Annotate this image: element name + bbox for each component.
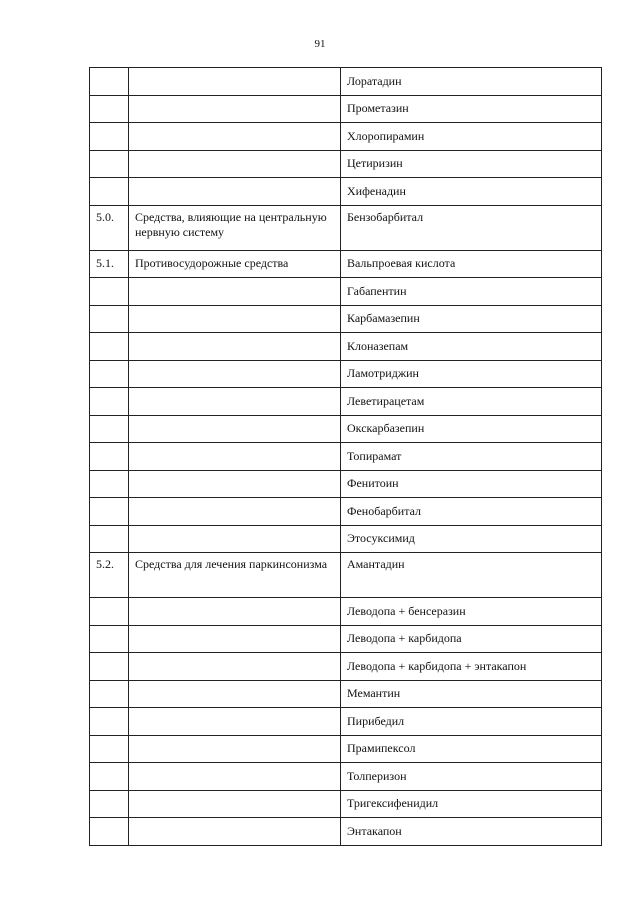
- table-row: [90, 790, 602, 818]
- row-drug-cell: Тригексифенидил: [341, 790, 602, 818]
- row-drug-cell: Бензобарбитал: [341, 205, 602, 250]
- row-drug-cell: Хлоропирамин: [341, 123, 602, 151]
- table-row: [90, 360, 602, 388]
- row-group-cell: [129, 360, 341, 388]
- row-group-cell: [129, 735, 341, 763]
- row-drug-cell: Карбамазепин: [341, 305, 602, 333]
- row-group-cell: [129, 470, 341, 498]
- row-drug-cell: Толперизон: [341, 763, 602, 791]
- row-code-cell: 5.2.: [90, 553, 129, 598]
- table-row: [90, 123, 602, 151]
- table-row: [90, 305, 602, 333]
- table-row: [90, 653, 602, 681]
- row-group-cell: [129, 443, 341, 471]
- row-code-cell: [90, 470, 129, 498]
- row-code-cell: [90, 598, 129, 626]
- table-row: [90, 598, 602, 626]
- row-group-cell: [129, 150, 341, 178]
- table-row: [90, 250, 602, 278]
- row-group-cell: [129, 525, 341, 553]
- row-drug-cell: Габапентин: [341, 278, 602, 306]
- table-row: [90, 95, 602, 123]
- row-drug-cell: Топирамат: [341, 443, 602, 471]
- row-group-cell: [129, 680, 341, 708]
- table-row: [90, 553, 602, 598]
- drug-table: [89, 67, 602, 846]
- row-group-cell: [129, 388, 341, 416]
- row-drug-cell: Прамипексол: [341, 735, 602, 763]
- row-group-cell: [129, 653, 341, 681]
- row-code-cell: [90, 790, 129, 818]
- row-code-cell: [90, 333, 129, 361]
- row-group-cell: [129, 790, 341, 818]
- row-group-cell: [129, 415, 341, 443]
- row-drug-cell: Фенитоин: [341, 470, 602, 498]
- row-group-cell: [129, 68, 341, 96]
- row-code-cell: [90, 305, 129, 333]
- table-row: [90, 388, 602, 416]
- row-code-cell: 5.1.: [90, 250, 129, 278]
- row-code-cell: [90, 763, 129, 791]
- row-group-cell: [129, 598, 341, 626]
- row-code-cell: [90, 818, 129, 846]
- table-row: [90, 818, 602, 846]
- row-code-cell: [90, 178, 129, 206]
- table-row: [90, 498, 602, 526]
- row-drug-cell: Леводопа + карбидопа + энтакапон: [341, 653, 602, 681]
- table-row: [90, 178, 602, 206]
- row-drug-cell: Ламотриджин: [341, 360, 602, 388]
- row-group-cell: Противосудорожные средства: [129, 250, 341, 278]
- row-group-cell: [129, 708, 341, 736]
- row-group-cell: [129, 305, 341, 333]
- table-row: [90, 708, 602, 736]
- row-drug-cell: Лоратадин: [341, 68, 602, 96]
- row-group-cell: [129, 95, 341, 123]
- row-drug-cell: Пирибедил: [341, 708, 602, 736]
- row-group-cell: [129, 178, 341, 206]
- row-code-cell: [90, 123, 129, 151]
- row-code-cell: [90, 68, 129, 96]
- row-drug-cell: Мемантин: [341, 680, 602, 708]
- row-code-cell: [90, 150, 129, 178]
- row-code-cell: [90, 415, 129, 443]
- row-group-cell: Средства, влияющие на центральную нервную систему: [129, 205, 341, 250]
- table-row: [90, 443, 602, 471]
- row-drug-cell: Окскарбазепин: [341, 415, 602, 443]
- row-drug-cell: Вальпроевая кислота: [341, 250, 602, 278]
- row-code-cell: [90, 653, 129, 681]
- row-code-cell: [90, 443, 129, 471]
- row-drug-cell: Этосуксимид: [341, 525, 602, 553]
- row-group-cell: [129, 498, 341, 526]
- table-row: [90, 333, 602, 361]
- table-row: [90, 150, 602, 178]
- row-code-cell: [90, 680, 129, 708]
- table-row: [90, 763, 602, 791]
- row-code-cell: [90, 388, 129, 416]
- row-group-cell: [129, 278, 341, 306]
- row-group-cell: [129, 818, 341, 846]
- table-row: [90, 680, 602, 708]
- row-drug-cell: Прометазин: [341, 95, 602, 123]
- page-number: 91: [314, 38, 326, 50]
- row-drug-cell: Клоназепам: [341, 333, 602, 361]
- row-drug-cell: Энтакапон: [341, 818, 602, 846]
- row-code-cell: [90, 498, 129, 526]
- table-row: [90, 68, 602, 96]
- table-row: [90, 735, 602, 763]
- row-drug-cell: Цетиризин: [341, 150, 602, 178]
- row-code-cell: [90, 278, 129, 306]
- table-row: [90, 415, 602, 443]
- row-group-cell: Средства для лечения паркинсонизма: [129, 553, 341, 598]
- row-drug-cell: Леводопа + бенсеразин: [341, 598, 602, 626]
- row-code-cell: [90, 735, 129, 763]
- table-row: [90, 470, 602, 498]
- row-code-cell: [90, 95, 129, 123]
- row-group-cell: [129, 625, 341, 653]
- table-row: [90, 205, 602, 250]
- row-drug-cell: Фенобарбитал: [341, 498, 602, 526]
- row-code-cell: [90, 625, 129, 653]
- row-drug-cell: Леводопа + карбидопа: [341, 625, 602, 653]
- row-code-cell: 5.0.: [90, 205, 129, 250]
- table-row: [90, 525, 602, 553]
- row-code-cell: [90, 360, 129, 388]
- table-body: [90, 68, 602, 846]
- row-drug-cell: Амантадин: [341, 553, 602, 598]
- row-group-cell: [129, 763, 341, 791]
- row-drug-cell: Хифенадин: [341, 178, 602, 206]
- row-code-cell: [90, 525, 129, 553]
- row-drug-cell: Леветирацетам: [341, 388, 602, 416]
- table-row: [90, 278, 602, 306]
- table-row: [90, 625, 602, 653]
- row-group-cell: [129, 123, 341, 151]
- row-code-cell: [90, 708, 129, 736]
- row-group-cell: [129, 333, 341, 361]
